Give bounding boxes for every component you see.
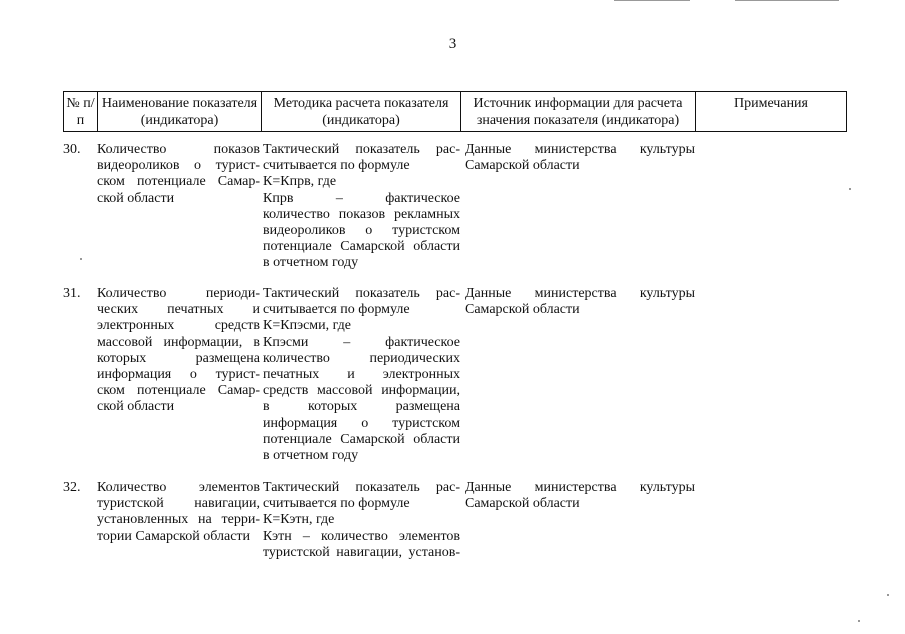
scan-speck [80,258,82,260]
table-header [63,91,847,132]
information-source: Данные министерства культуры Самарской области [465,142,695,174]
header-name: Наименование показателя (индикатора) [98,92,262,132]
row-number: 30. [63,142,81,157]
header-method: Методика расчета показателя (индикатора) [262,92,461,132]
information-source: Данные министерства культуры Самарской области [465,286,695,318]
indicator-name: Количество периоди- ческих печатных и электронных средств массовой информации, в которых размещена информация о турист- ском потенциале Самар- ской области [97,286,260,415]
calculation-method: Тактический показатель рас- считывается по формуле К=Кпрв, где Кпрв – фактическое количество показов рекламных видеороликов о туристском потенциале Самарской области в отчетном году [263,142,460,271]
scan-speck [849,188,851,190]
header-notes: Примечания [696,92,847,132]
calculation-method: Тактический показатель рас- считывается по формуле К=Кпэсми, где Кпэсми – фактическое количество периодических печатных и электронных средств массовой информации, в которых размещена информация о туристском потенциале Самарской области в отчетном году [263,286,460,464]
indicator-name: Количество показов видеороликов о турист- ском потенциале Самар- ской области [97,142,260,206]
page-number: 3 [448,36,457,52]
information-source: Данные министерства культуры Самарской области [465,480,695,512]
indicator-name: Количество элементов туристской навигации, установленных на терри- тории Самарской области [97,480,260,544]
header-source: Источник информации для расчета значения показателя (индикатора) [461,92,696,132]
row-number: 32. [63,480,81,495]
scan-speck [858,620,860,622]
calculation-method: Тактический показатель рас- считывается по формуле К=Кэтн, где Кэтн – количество элементов туристской навигации, установ- [263,480,460,560]
top-scan-line [735,0,839,1]
scan-speck [887,594,889,596]
top-scan-line [614,0,690,1]
header-num: № п/п [64,92,98,132]
row-number: 31. [63,286,81,301]
